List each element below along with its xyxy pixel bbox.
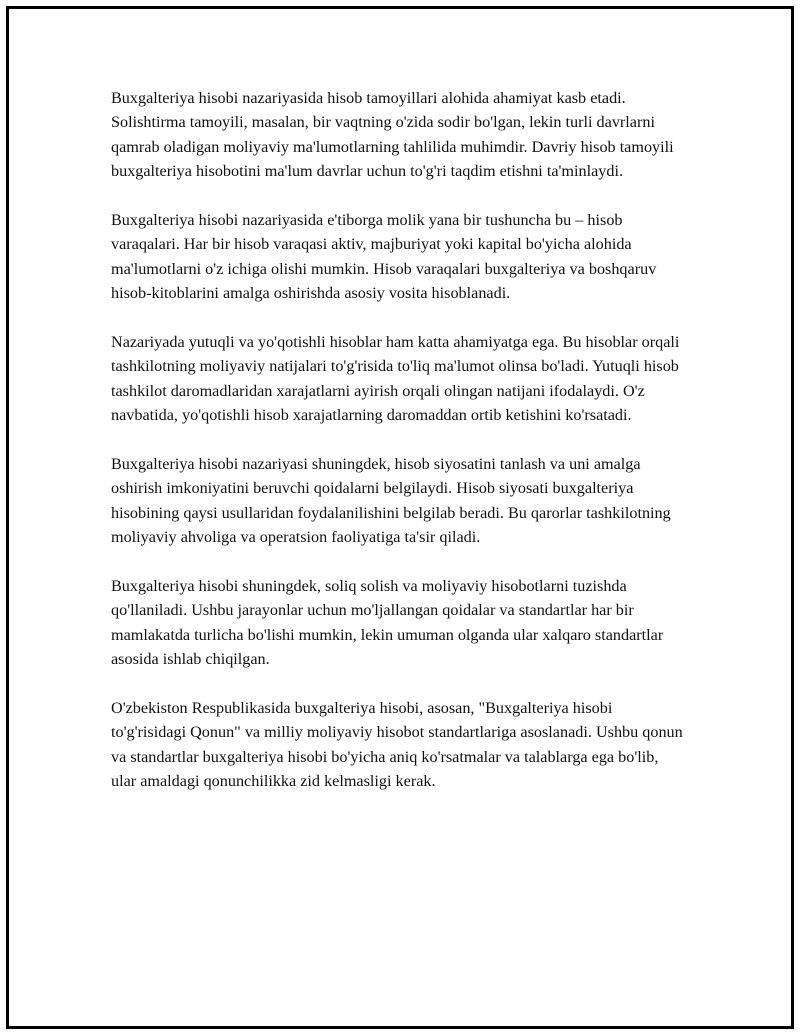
paragraph: Buxgalteriya hisobi shuningdek, soliq solish va moliyaviy hisobotlarni tuzishda qo'llaniladi. Ushbu jarayonlar uchun mo'ljallangan qoidalar va standartlar har bir mamlakatda turlicha bo'lishi mumkin, lekin umuman olganda ular xalqaro standartlar asosida ishlab chiqilgan.: [111, 577, 664, 669]
paragraph: Buxgalteriya hisobi nazariyasi shuningdek, hisob siyosatini tanlash va uni amalga oshirish imkoniyatini beruvchi qoidalarni belgilaydi. Hisob siyosati buxgalteriya hisobining qaysi usullaridan foydalanilishini belgilab beradi. Bu qarorlar tashkilotning moliyaviy ahvoliga va operatsion faoliyatiga ta'sir qiladi.: [111, 455, 671, 547]
paragraph: Nazariyada yutuqli va yo'qotishli hisoblar ham katta ahamiyatga ega. Bu hisoblar orqali tashkilotning moliyaviy natijalari to'g'risida to'liq ma'lumot olinsa bo'ladi. Yutuqli hisob tashkilot daromadlaridan xarajatlarni ayirish orqali olingan natijani ifodalaydi. O'z navbatida, yo'qotishli hisob xarajatlarning daromaddan ortib ketishini ko'rsatadi.: [111, 333, 680, 425]
paragraph: Buxgalteriya hisobi nazariyasida hisob tamoyillari alohida ahamiyat kasb etadi. Solishtirma tamoyili, masalan, bir vaqtning o'zida sodir bo'lgan, lekin turli davrlarni qamrab oladigan moliyaviy ma'lumotlarning tahlilida muhimdir. Davriy hisob tamoyili buxgalteriya hisobotini ma'lum davrlar uchun to'g'ri taqdim etishni ta'minlaydi.: [111, 89, 674, 181]
paragraph: Buxgalteriya hisobi nazariyasida e'tiborga molik yana bir tushuncha bu – hisob varaqalari. Har bir hisob varaqasi aktiv, majburiyat yoki kapital bo'yicha alohida ma'lumotlarni o'z ichiga olishi mumkin. Hisob varaqalari buxgalteriya va boshqaruv hisob-kitoblarini amalga oshirishda asosiy vosita hisoblanadi.: [111, 211, 657, 303]
paragraph: O'zbekiston Respublikasida buxgalteriya hisobi, asosan, "Buxgalteriya hisobi to'g'risidagi Qonun" va milliy moliyaviy hisobot standartlariga asoslanadi. Ushbu qonun va standartlar buxgalteriya hisobi bo'yicha aniq ko'rsatmalar va talablarga ega bo'lib, ular amaldagi qonunchilikka zid kelmasligi kerak.: [111, 699, 683, 791]
document-body: [111, 86, 686, 794]
